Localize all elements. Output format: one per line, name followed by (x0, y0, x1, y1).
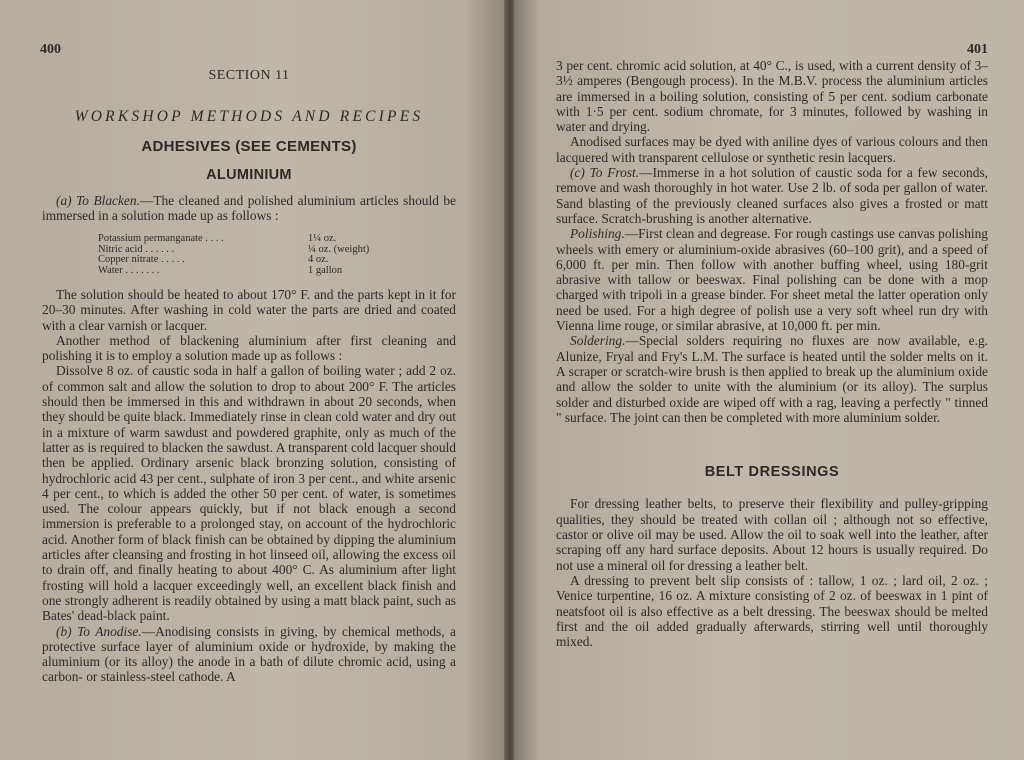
page-number-right: 401 (967, 42, 988, 57)
anodise-text: —Anodising consists in giving, by chemical methods, a protective surface layer of aluminium oxide or hydroxide, by making the aluminium (or its alloy) the anode in a bath of dilute chromic acid, using a carbon- or stainless-steel cathode. A (42, 623, 456, 685)
right-page (514, 0, 1024, 760)
recipe-row (98, 266, 456, 277)
soldering-text: —Special solders requiring no fluxes are now available, e.g. Alunize, Fryal and Fry's L.M. The surface is heated until the solder melts on it. A scraper or scratch-wire brush is then applied to break up the aluminium oxide and allow the solder to unite with the aluminium (or its alloy). The surplus solder and disturbed oxide are wiped off with a rag, leaving a perfectly " tinned " surface. The joint can then be completed with more aluminium solder. (556, 333, 988, 425)
polishing-label: Polishing. (570, 226, 625, 242)
paragraph-anodise (42, 624, 456, 685)
recipe-ingredient: Water . . . . . . . (98, 265, 160, 277)
paragraph-heating: The solution should be heated to about 170° F. and the parts kept in it for 20–30 minutes. After washing in cold water the parts are dried and coated with a clear varnish or lacquer. (42, 286, 456, 333)
belt-dressings-heading: BELT DRESSINGS (704, 464, 840, 481)
adhesives-heading: ADHESIVES (SEE CEMENTS) (141, 137, 357, 155)
left-page (0, 0, 506, 760)
anodise-label: (b) To Anodise. (56, 623, 142, 639)
frost-label: (c) To Frost. (570, 165, 640, 181)
paragraph-chromic-acid: 3 per cent. chromic acid solution, at 40° C., is used, with a current density of 3–3½ amperes (Bengough process). In the M.B.V. process the aluminium articles are immersed in a boiling solution, consisting of 5 per cent. sodium carbonate with 1·5 per cent. sodium chromate, for 3 minutes, followed by washing in water and drying. (556, 58, 988, 135)
blacken-text: —The cleaned and polished aluminium articles should be immersed in a solution made up as follows : (42, 193, 456, 224)
paragraph-belt-2: A dressing to prevent belt slip consists of : tallow, 1 oz. ; lard oil, 2 oz. ; Venice turpentine, 16 oz. A mixture consisting of 2 oz. of beeswax in 1 pint of neatsfoot oil is also effective as a belt dressing. The beeswax should be melted first and the oil added gradually afterwards, stirring well until thoroughly mixed. (556, 572, 988, 650)
recipe-ingredient: Nitric acid . . . . . . (98, 243, 175, 255)
chapter-title: WORKSHOP METHODS AND RECIPES (74, 108, 424, 126)
paragraph-soldering (556, 333, 988, 425)
recipe-quantity: 1¼ oz. (308, 232, 337, 244)
paragraph-blacken (42, 193, 456, 224)
frost-text: —Immerse in a hot solution of caustic soda for a few seconds, remove and wash thoroughly in hot water. Use 2 lb. of soda per gallon of water. Sand blasting of the previously cleaned surfaces also gives a frosted or matt surface. Scratch-brushing is another alternative. (556, 165, 989, 226)
recipe-list (98, 234, 456, 277)
recipe-ingredient: Copper nitrate . . . . . (98, 254, 185, 266)
right-text-column (556, 58, 988, 649)
recipe-row (98, 234, 456, 245)
paragraph-caustic-soda: Dissolve 8 oz. of caustic soda in half a gallon of boiling water ; add 2 oz. of common salt and allow the solution to drop to about 200° F. The articles should then be immersed in this and withdrawn in about 20 seconds, when they should be quite black. Immediately rinse in clean cold water and dry out in a mixture of warm sawdust and powdered graphite, only as much of the latter as is required to blacken the sawdust. A transparent cold lacquer should then be applied. Ordinary arsenic black bronzing solution, consisting of hydrochloric acid 43 per cent., sulphate of iron 3 per cent., and white arsenic 4 per cent., to which is added the other 50 per cent. of water, is sometimes used. The colour appears quickly, but if not black enough a second immersion is preferable to a prolonged stay, on account of the hydrochloric acid. Another form of black finish can be obtained by dipping the aluminium articles after cleansing and frosting in hot linseed oil, allowing the excess oil to drain off, and finally heating to about 400° C. As aluminium after light frosting will hold a lacquer exceedingly well, an excellent black finish and one strongly adherent is readily obtained by using a matt black paint, such as Bates' dead-black paint. (42, 363, 456, 624)
polishing-text: —First clean and degrease. For rough castings use canvas polishing wheels with emery or aluminium-oxide abrasives (60–100 grit), and a speed of 6,000 ft. per min. Then follow with another buffing wheel, using 180-grit abrasive with tallow or beeswax. Final polishing can be done with a mop charged with tripoli in a grease binder. For sheet metal the latter operation only need be used. For a high degree of polish use a very soft wheel run dry with Vienna lime rouge, or similar abrasive, at 10,000 ft. per min. (556, 226, 988, 334)
recipe-quantity: ¼ oz. (weight) (308, 243, 370, 255)
paragraph-another-method: Another method of blackening aluminium after first cleaning and polishing it is to employ a solution made up as follows : (42, 332, 456, 364)
aluminium-heading: ALUMINIUM (206, 166, 292, 183)
paragraph-frost (556, 165, 988, 226)
paragraph-belt-1: For dressing leather belts, to preserve their flexibility and pulley-gripping qualities, they should be treated with collan oil ; although not so effective, castor or olive oil may be used. Allow the oil to soak well into the leather, after scraping off any hard surface deposits. About 12 hours is usually required. Do not use a mineral oil for dressing a leather belt. (556, 496, 988, 573)
recipe-quantity: 4 oz. (308, 254, 329, 266)
left-text-column (42, 66, 456, 685)
paragraph-polishing (556, 226, 988, 333)
page-number-left: 400 (40, 42, 61, 57)
soldering-label: Soldering. (570, 333, 626, 349)
paragraph-dyed: Anodised surfaces may be dyed with aniline dyes of various colours and then lacquered with transparent cellulose or synthetic resin lacquers. (556, 134, 988, 165)
blacken-label: (a) To Blacken. (56, 193, 140, 209)
recipe-quantity: 1 gallon (308, 265, 343, 277)
section-heading: SECTION 11 (208, 68, 290, 83)
recipe-ingredient: Potassium permanganate . . . . (98, 232, 224, 244)
